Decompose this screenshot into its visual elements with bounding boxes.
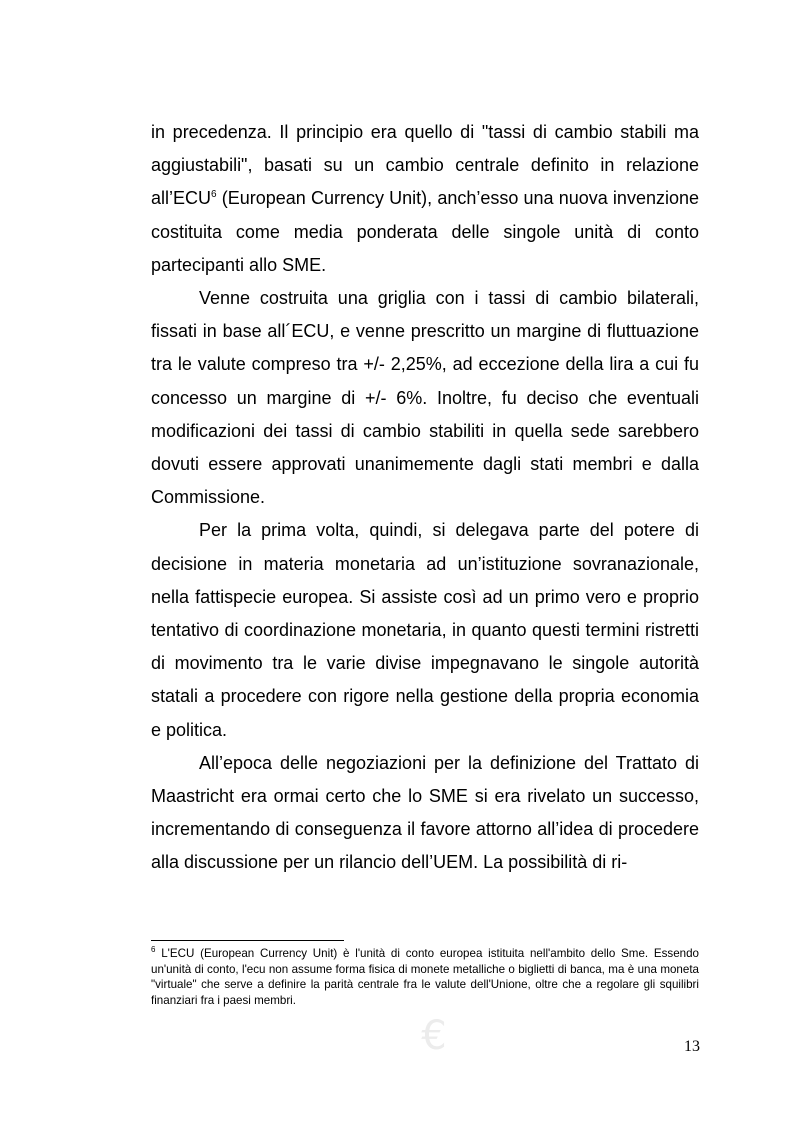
footnote-separator xyxy=(151,940,344,941)
paragraph-4: All’epoca delle negoziazioni per la definizione del Trattato di Maastricht era ormai certo che lo SME si era rivelato un successo, incrementando di conseguenza il favore attorno all’idea di procedere alla discussione per un rilancio dell’UEM. La possibilità di ri- xyxy=(151,752,699,873)
paragraph-3: Per la prima volta, quindi, si delegava parte del potere di decisione in materia monetaria ad un’istituzione sovranazionale, nella fattispecie europea. Si assiste così ad un primo vero e proprio tentativo di coordinazione monetaria, in quanto questi termini ristretti di movimento tra le varie divise impegnavano le singole autorità statali a procedere con rigore nella gestione della propria economia e politica. xyxy=(151,520,699,740)
footnote-text: L'ECU (European Currency Unit) è l'unità di conto europea istituita nell'ambito dello Sme. Essendo un'unità di conto, l'ecu non assume forma fisica di monete metalliche o biglietti di banca, ma è una moneta "virtuale" che serve a definire la parità centrale fra le valute dell'Unione, oltre che a regolare gli squilibri finanziari fra i paesi membri. xyxy=(151,947,699,1007)
body-text xyxy=(151,116,699,880)
euro-watermark-icon: € xyxy=(421,1013,447,1059)
paragraph-2: Venne costruita una griglia con i tassi di cambio bilaterali, fissati in base all´ECU, e venne prescritto un margine di fluttuazione tra le valute compreso tra +/- 2,25%, ad eccezione della lira a cui fu concesso un margine di +/- 6%. Inoltre, fu deciso che eventuali modificazioni dei tassi di cambio stabiliti in quella sede sarebbero dovuti essere approvati unanimemente dagli stati membri e dalla Commissione. xyxy=(151,288,699,508)
footnote-reference: 6 xyxy=(211,189,217,201)
paragraph-1 xyxy=(151,116,699,282)
page-number: 13 xyxy=(684,1038,700,1055)
paragraph-1-text-end: (European Currency Unit), anch’esso una nuova invenzione costituita come media ponderata delle singole unità di conto partecipanti allo SME. xyxy=(151,188,699,275)
footnote xyxy=(151,946,699,1008)
paragraph-1-text-start: in precedenza. Il principio era quello di "tassi di cambio stabili ma aggiustabili", basati su un cambio centrale definito in relazione all’ECU xyxy=(151,122,699,209)
footnote-number: 6 xyxy=(151,945,156,955)
